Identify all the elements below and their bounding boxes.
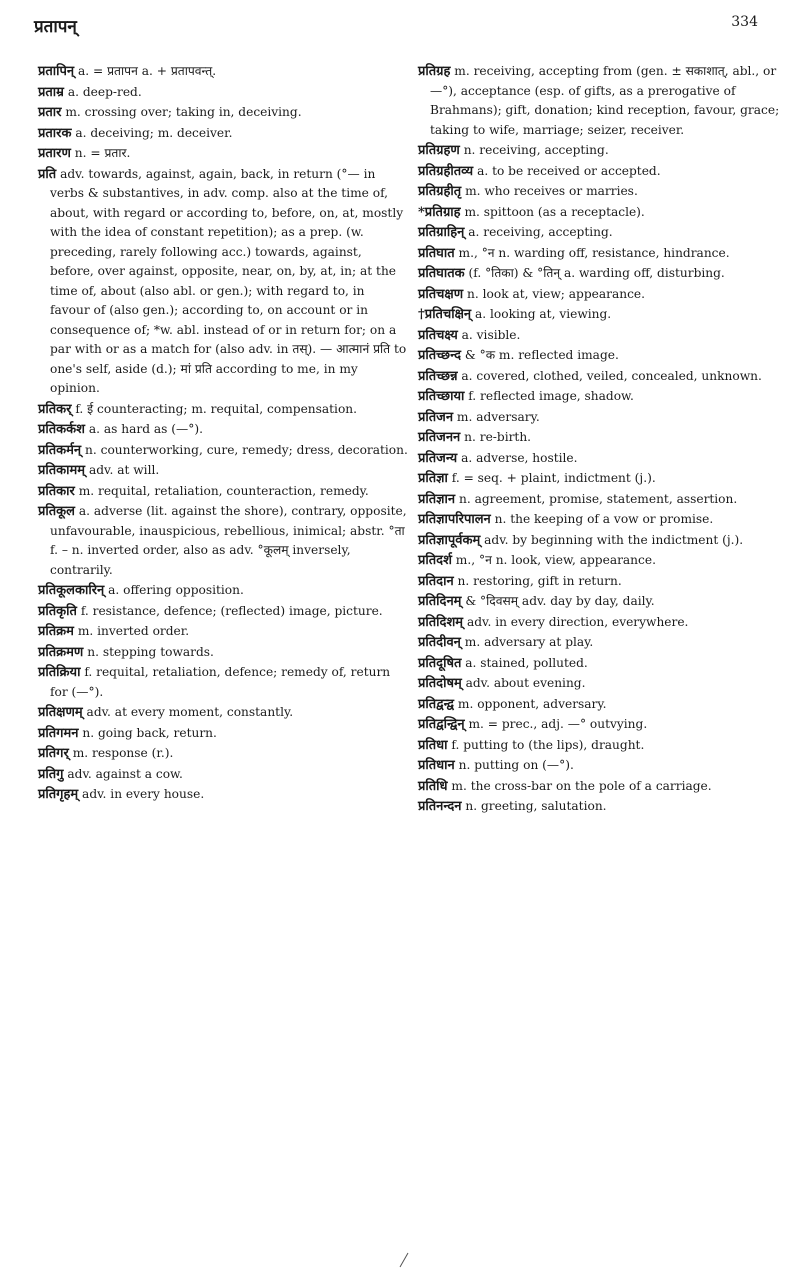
headword: प्रतारक [38, 125, 72, 141]
definition: a. visible. [461, 327, 521, 342]
definition: a. adverse, hostile. [461, 450, 578, 465]
dictionary-entry [418, 510, 786, 530]
dictionary-entry [38, 502, 408, 580]
definition: f. reflected image, shadow. [468, 389, 634, 403]
headword: प्रतिगमन [38, 725, 79, 741]
dictionary-entry [418, 244, 786, 264]
dictionary-entry [38, 420, 408, 440]
dictionary-entry [418, 387, 786, 407]
headword: प्रतिदीवन् [418, 635, 461, 650]
headword: प्रतिदिशम् [418, 614, 464, 630]
definition: n. restoring, gift in return. [457, 573, 622, 588]
headword: प्रतिज्ञापूर्वकम् [418, 532, 481, 548]
definition: m. opponent, adversary. [457, 696, 607, 711]
definition: n. putting on (—°). [458, 758, 574, 772]
dictionary-entry [418, 736, 786, 756]
dictionary-entry [418, 695, 786, 715]
dictionary-entry [418, 223, 786, 243]
headword: प्रतिदर्श [418, 553, 452, 568]
dictionary-entry [38, 622, 408, 642]
headword: प्रतिदिनम् [418, 594, 462, 609]
dictionary-entry [38, 103, 408, 123]
definition: f. resistance, defence; (reflected) image, picture. [80, 603, 383, 618]
headword: प्रतिक्रमण [38, 644, 84, 660]
definition: m., °न n. warding off, resistance, hindrance. [458, 245, 730, 260]
dictionary-entry [418, 367, 786, 387]
dictionary-entry [418, 285, 786, 305]
running-head: प्रतापन् [34, 17, 77, 37]
headword: प्रतारण [38, 146, 71, 161]
definition: n. going back, return. [82, 725, 217, 740]
headword: प्रतिकर्मन् [38, 442, 82, 458]
headword: प्रतिदोषम् [418, 676, 462, 691]
dictionary-entry [38, 643, 408, 663]
headword: प्रतिकर्कश [38, 422, 85, 437]
dictionary-entry [38, 441, 408, 461]
headword: प्रति [38, 166, 57, 182]
headword: प्रतिदान [418, 573, 454, 589]
definition: f. putting to (the lips), draught. [451, 737, 645, 752]
dictionary-entry [38, 703, 408, 723]
definition: n. stepping towards. [87, 644, 214, 659]
headword: प्रतिचक्षण [418, 286, 464, 302]
headword: प्रतिगर् [38, 746, 69, 761]
dictionary-entry [418, 777, 786, 797]
definition: a. as hard as (—°). [88, 422, 203, 436]
headword: प्रतिग्रहीतव्य [418, 163, 474, 179]
dictionary-entry [418, 326, 786, 346]
headword: प्रतिजनन [418, 430, 461, 445]
headword: प्रतिगृहम् [38, 787, 79, 802]
dictionary-entry [38, 124, 408, 144]
dictionary-entry [418, 428, 786, 448]
dictionary-entry [418, 592, 786, 612]
definition: a. = प्रतापन a. + प्रतापवन्त्. [78, 64, 217, 78]
headword: प्रतिच्छन्न [418, 368, 458, 384]
definition: & °क m. reflected image. [464, 348, 619, 362]
headword: प्रतिग्रहण [418, 143, 460, 158]
page-header [0, 10, 800, 38]
dictionary-entry [418, 633, 786, 653]
headword: प्रतिनन्दन [418, 799, 462, 814]
dictionary-entry [418, 613, 786, 633]
dictionary-entry [418, 203, 786, 223]
dictionary-entry [38, 581, 408, 601]
headword: प्रतिद्वन्द्विन् [418, 717, 465, 732]
dictionary-entry [418, 797, 786, 817]
headword: प्रतिकामम् [38, 463, 86, 478]
dictionary-entry [418, 346, 786, 366]
definition: m. who receives or marries. [465, 184, 638, 198]
dictionary-entry [418, 572, 786, 592]
definition: adv. in every direction, everywhere. [466, 614, 689, 629]
dictionary-entry [38, 785, 408, 805]
dictionary-entry [38, 602, 408, 622]
definition: a. deep-red. [67, 84, 142, 99]
dictionary-entry [38, 144, 408, 164]
dictionary-entry [418, 182, 786, 202]
headword: प्रतिज्ञान [418, 491, 456, 507]
dictionary-entry [418, 756, 786, 776]
headword: प्रतिग्रह [418, 64, 451, 79]
headword: प्रतिजन [418, 409, 454, 425]
definition: m. adversary at play. [464, 635, 594, 649]
dictionary-entry [38, 83, 408, 103]
definition: a. adverse (lit. against the shore), contrary, opposite, unfavourable, inauspicious, rebellious, inimical; abstr. °ता f. – n. inverted order, also as adv. °कूलम् inversely, contrarily. [50, 504, 407, 577]
definition: m. receiving, accepting from (gen. ± सकाशात्, abl., or —°), acceptance (esp. of gifts, as a prerogative of Brahmans); gift, donation; kind reception, favour, grace; taking to wife, marriage; seizer, receiver. [430, 64, 780, 137]
dictionary-entry [418, 162, 786, 182]
definition: n. = प्रतार. [74, 146, 131, 160]
definition: a. looking at, viewing. [475, 307, 612, 321]
headword: प्रतिकूल [38, 504, 75, 519]
headword: प्रतिज्ञापरिपालन [418, 512, 491, 527]
headword: प्रतिद्वन्द्व [418, 696, 455, 712]
dictionary-entry [418, 674, 786, 694]
definition: f. ई counteracting; m. requital, compensation. [75, 401, 358, 416]
dictionary-entry [418, 469, 786, 489]
headword: प्रतिज्ञा [418, 471, 448, 486]
dictionary-entry [38, 461, 408, 481]
dictionary-entry [418, 62, 786, 140]
headword: प्रतिग्रहीतृ [418, 184, 462, 199]
definition: n. re-birth. [464, 430, 532, 444]
headword: प्रतिधा [418, 737, 448, 753]
headword: प्रताम्र [38, 84, 64, 100]
definition: a. covered, clothed, veiled, concealed, unknown. [461, 368, 762, 383]
definition: n. greeting, salutation. [465, 799, 607, 813]
definition: adv. against a cow. [67, 766, 183, 781]
headword: प्रतिकर् [38, 401, 72, 417]
definition: m. requital, retaliation, counteraction, remedy. [78, 483, 369, 498]
stray-mark [398, 1252, 410, 1268]
definition: m. crossing over; taking in, deceiving. [65, 105, 302, 119]
definition: adv. about evening. [465, 676, 586, 690]
dictionary-entry [38, 663, 408, 702]
definition: m., °न n. look, view, appearance. [455, 553, 656, 567]
headword: प्रतिक्रम [38, 624, 74, 639]
definition: adv. at every moment, constantly. [86, 705, 294, 719]
headword: प्रतिचक्ष्य [418, 327, 458, 343]
definition: m. inverted order. [77, 624, 190, 638]
definition: (f. °तिका) & °तिन् a. warding off, disturbing. [468, 266, 725, 280]
headword: प्रतिकृति [38, 603, 77, 619]
definition: m. spittoon (as a receptacle). [464, 204, 645, 219]
definition: f. requital, retaliation, defence; remedy of, return for (—°). [50, 665, 391, 699]
definition: a. to be received or accepted. [477, 163, 661, 178]
dictionary-entry [38, 724, 408, 744]
left-column [38, 62, 408, 806]
definition: a. receiving, accepting. [468, 225, 613, 239]
dictionary-entry [418, 264, 786, 284]
definition: & °दिवसम् adv. day by day, daily. [465, 594, 655, 608]
headword: प्रतिगु [38, 766, 64, 782]
definition: a. offering opposition. [108, 583, 244, 597]
headword: †प्रतिचक्षिन् [418, 307, 472, 322]
dictionary-entry [418, 305, 786, 325]
headword: प्रतिकूलकारिन् [38, 583, 105, 598]
headword: प्रतापिन् [38, 64, 75, 79]
definition: adv. in every house. [82, 787, 205, 801]
dictionary-entry [38, 62, 408, 82]
headword: प्रतिधान [418, 758, 455, 773]
dictionary-entry [418, 715, 786, 735]
dictionary-entry [38, 165, 408, 399]
headword: प्रतिग्राहिन् [418, 225, 465, 240]
page-number: 334 [731, 14, 758, 30]
dictionary-entry [38, 765, 408, 785]
dictionary-entry [38, 744, 408, 764]
definition: n. counterworking, cure, remedy; dress, decoration. [85, 442, 408, 457]
definition: n. look at, view; appearance. [467, 286, 645, 301]
definition: n. the keeping of a vow or promise. [494, 512, 714, 526]
dictionary-entry [418, 654, 786, 674]
definition: n. receiving, accepting. [463, 143, 609, 157]
dictionary-entry [38, 482, 408, 502]
right-column [418, 62, 786, 818]
dictionary-entry [38, 400, 408, 420]
definition: a. deceiving; m. deceiver. [75, 125, 233, 140]
definition: n. agreement, promise, statement, assertion. [458, 491, 738, 506]
headword: प्रतिकार [38, 483, 75, 499]
definition: adv. by beginning with the indictment (j.). [484, 532, 744, 547]
dictionary-entry [418, 551, 786, 571]
headword: *प्रतिग्राह [418, 204, 461, 220]
headword: प्रतिघात [418, 245, 455, 261]
headword: प्रतिघातक [418, 266, 465, 281]
dictionary-entry [418, 141, 786, 161]
headword: प्रतिधि [418, 778, 448, 794]
definition: adv. towards, against, again, back, in return (°— in verbs & substantives, in adv. comp. also at the time of, about, with regard or according to, before, on, at, mostly with the idea of constant repetition); as a prep. (w. preceding, rarely following acc.) towards, against, before, over against, opposite, near, on, by, at, in; at the time of, about (also abl. or gen.); with regard to, in favour of (also gen.); according to, on account or in consequence of; *w. abl. instead of or in return for; on a par with or as a match for (also adv. in तस्). — आत्मानं प्रति to one's self, aside (d.); मां प्रति according to me, in my opinion. [50, 166, 407, 395]
dictionary-entry [418, 490, 786, 510]
headword: प्रतिजन्य [418, 450, 458, 466]
dictionary-entry [418, 408, 786, 428]
definition: m. the cross-bar on the pole of a carriage. [451, 778, 712, 793]
definition: m. response (r.). [72, 746, 174, 760]
definition: adv. at will. [88, 463, 160, 477]
headword: प्रतार [38, 105, 62, 120]
definition: a. stained, polluted. [465, 655, 588, 670]
definition: m. adversary. [456, 409, 540, 424]
definition: m. = prec., adj. —° outvying. [468, 717, 648, 731]
headword: प्रतिक्रिया [38, 665, 81, 680]
headword: प्रतिक्षणम् [38, 705, 83, 720]
headword: प्रतिदूषित [418, 655, 462, 671]
definition: f. = seq. + plaint, indictment (j.). [451, 471, 656, 485]
headword: प्रतिच्छाया [418, 389, 465, 404]
dictionary-entry [418, 531, 786, 551]
headword: प्रतिच्छन्द [418, 348, 461, 363]
dictionary-entry [418, 449, 786, 469]
